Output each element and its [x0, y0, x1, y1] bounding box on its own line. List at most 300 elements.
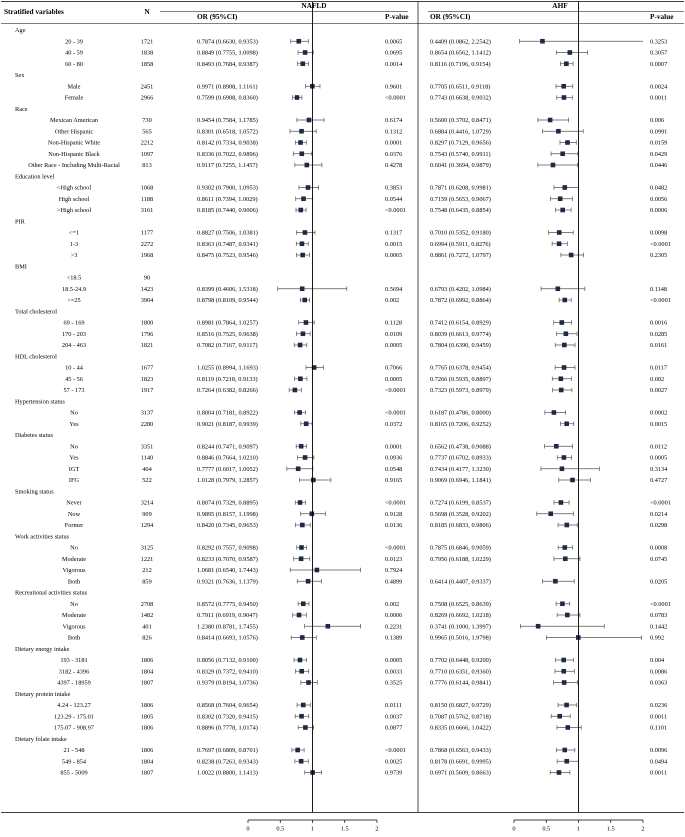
- n-value: 1188: [140, 195, 154, 203]
- ahf-or-point: [562, 680, 567, 685]
- ahf-or-text: 0.7434 (0.4177, 1.3230): [430, 465, 491, 473]
- subgroup-label: Vigorous: [62, 567, 86, 575]
- nafld-p-value: 0.1317: [385, 229, 403, 237]
- ahf-or-text: 0.6793 (0.4202, 1.0984): [430, 285, 491, 293]
- nafld-p-value: 0.0111: [385, 702, 402, 710]
- header-nafld-p: P-value: [385, 12, 409, 21]
- n-value: 909: [142, 510, 152, 518]
- n-value: 1294: [140, 522, 154, 530]
- nafld-or-point: [306, 579, 311, 584]
- ahf-or-point: [561, 669, 566, 674]
- group-label: Work activities status: [15, 533, 70, 541]
- group-label: Education level: [15, 173, 55, 181]
- ahf-or-point: [548, 511, 553, 516]
- ahf-or-point: [559, 388, 564, 393]
- ahf-or-point: [564, 759, 569, 764]
- nafld-p-value: <0.0001: [385, 499, 406, 507]
- n-value: 90: [143, 274, 151, 282]
- ahf-p-value: 0.0117: [650, 364, 668, 372]
- ahf-tick-label: 1: [576, 825, 581, 833]
- nafld-p-value: 0.3853: [385, 184, 403, 192]
- n-value: 3125: [140, 544, 154, 552]
- header-stratified-variables: Stratified variables: [4, 7, 64, 16]
- ahf-p-value: 0.0236: [650, 702, 668, 710]
- group-label: Sex: [15, 72, 25, 80]
- ahf-or-point: [551, 163, 556, 168]
- subgroup-label: >3: [70, 252, 78, 260]
- nafld-or-point: [298, 343, 303, 348]
- ahf-p-value: 0.0011: [650, 769, 668, 777]
- n-value: 1796: [140, 330, 154, 338]
- ahf-or-point: [552, 410, 557, 415]
- nafld-or-text: 0.8244 (0.7471, 0.9097): [197, 443, 258, 451]
- ahf-or-text: 0.6414 (0.4407, 0.9337): [430, 578, 491, 586]
- nafld-or-point: [298, 208, 303, 213]
- n-value: 826: [142, 634, 152, 642]
- subgroup-label: 60 - 80: [65, 60, 83, 68]
- subgroup-label: 4397 - 18959: [57, 679, 91, 687]
- ahf-or-point: [562, 455, 567, 460]
- ahf-or-text: 0.7956 (0.6188, 1.0229): [430, 555, 491, 563]
- ahf-p-value: 0.0161: [650, 342, 668, 350]
- ahf-p-value: 0.0006: [650, 207, 668, 215]
- ahf-or-point: [563, 556, 568, 561]
- ahf-or-point: [569, 253, 574, 258]
- nafld-or-point: [307, 118, 312, 123]
- nafld-or-point: [306, 185, 311, 190]
- header-ahf: AHF: [552, 1, 568, 10]
- n-value: 1068: [140, 184, 154, 192]
- ahf-or-point: [553, 579, 558, 584]
- subgroup-label: Non-Hispanic White: [47, 139, 101, 147]
- nafld-p-value: 0.0372: [385, 420, 403, 428]
- ahf-p-value: 0.0008: [650, 544, 668, 552]
- nafld-or-point: [300, 523, 305, 528]
- n-value: 1804: [140, 668, 154, 676]
- nafld-or-text: 0.9321 (0.7636, 1.1379): [197, 578, 258, 586]
- nafld-or-point: [299, 545, 304, 550]
- nafld-or-point: [315, 568, 320, 573]
- nafld-or-point: [301, 703, 306, 708]
- subgroup-label: 40 - 59: [65, 49, 83, 57]
- n-value: 813: [142, 162, 152, 170]
- nafld-or-text: 0.9454 (0.7584, 1.1785): [197, 117, 258, 125]
- n-value: 1140: [140, 454, 154, 462]
- nafld-p-value: 0.0936: [385, 454, 403, 462]
- ahf-or-point: [556, 129, 561, 134]
- ahf-tick-label: 0.5: [542, 825, 551, 833]
- ahf-p-value: 0.0056: [650, 195, 668, 203]
- nafld-or-point: [304, 320, 309, 325]
- n-value: 3351: [140, 443, 154, 451]
- ahf-p-value: <0.0001: [650, 499, 671, 507]
- subgroup-label: 69 - 169: [63, 319, 85, 327]
- ahf-or-text: 0.8297 (0.7129, 0.9656): [430, 139, 491, 147]
- nafld-or-point: [296, 466, 301, 471]
- nafld-or-point: [305, 163, 310, 168]
- nafld-p-value: 0.1312: [385, 128, 403, 136]
- nafld-or-point: [303, 455, 308, 460]
- ahf-p-value: 0.0112: [650, 443, 668, 451]
- nafld-or-text: 0.7082 (0.7167, 0.9117): [197, 342, 258, 350]
- ahf-p-value: 0.0011: [650, 713, 668, 721]
- ahf-or-point: [557, 770, 562, 775]
- group-label: Dietary folate intake: [15, 735, 67, 743]
- nafld-tick-label: 1.5: [340, 825, 349, 833]
- n-value: 1805: [140, 713, 154, 721]
- nafld-p-value: 0.0548: [385, 465, 403, 473]
- nafld-p-value: 0.0065: [385, 38, 403, 46]
- nafld-or-text: 0.8292 (0.7557, 0.9098): [197, 544, 258, 552]
- nafld-or-point: [303, 230, 308, 235]
- nafld-or-point: [300, 61, 305, 66]
- nafld-or-point: [297, 613, 302, 618]
- n-value: 1482: [140, 612, 154, 620]
- ahf-p-value: 0.0285: [650, 330, 668, 338]
- ahf-p-value: 0.0098: [650, 229, 668, 237]
- group-label: Race: [15, 105, 28, 113]
- nafld-p-value: 0.4899: [385, 578, 403, 586]
- subgroup-label: 1-3: [69, 240, 79, 248]
- nafld-or-text: 0.9379 (0.8194, 1.0736): [197, 679, 258, 687]
- subgroup-label: <=1: [68, 229, 80, 237]
- nafld-or-point: [326, 624, 331, 629]
- nafld-or-text: 0.8074 (0.7329, 0.8895): [197, 499, 258, 507]
- ahf-or-text: 0.8116 (0.7196, 0.9154): [430, 60, 491, 68]
- n-value: 859: [142, 578, 152, 586]
- nafld-or-text: 1.0128 (0.7979, 1.2857): [197, 477, 258, 485]
- ahf-or-point: [558, 196, 563, 201]
- subgroup-label: 45 - 56: [65, 375, 83, 383]
- ahf-or-point: [565, 725, 570, 730]
- ahf-or-text: 0.7412 (0.6154, 0.8929): [430, 319, 491, 327]
- ahf-or-text: 0.8178 (0.6691, 0.9995): [430, 758, 491, 766]
- ahf-or-text: 0.7323 (0.5973, 0.8979): [430, 387, 491, 395]
- nafld-or-text: 0.8611 (0.7394, 1.0029): [197, 195, 258, 203]
- nafld-p-value: 0.0695: [385, 49, 403, 57]
- subgroup-label: 549 - 854: [61, 758, 87, 766]
- group-label: BMI: [15, 263, 27, 271]
- nafld-or-point: [300, 253, 305, 258]
- ahf-or-point: [562, 95, 567, 100]
- n-value: 2966: [140, 94, 154, 102]
- group-label: Hypertension status: [15, 398, 65, 406]
- ahf-or-point: [562, 545, 567, 550]
- ahf-or-point: [570, 478, 575, 483]
- ahf-or-text: 0.8165 (0.7206, 0.9252): [430, 420, 491, 428]
- nafld-p-value: 0.7924: [385, 567, 403, 575]
- n-value: 522: [142, 477, 152, 485]
- ahf-or-point: [564, 523, 569, 528]
- nafld-p-value: 0.4278: [385, 162, 403, 170]
- ahf-or-text: 0.7875 (0.6846, 0.9059): [430, 544, 491, 552]
- ahf-or-point: [565, 613, 570, 618]
- ahf-p-value: 0.004: [650, 657, 665, 665]
- subgroup-label: Now: [67, 510, 81, 518]
- n-value: 2708: [140, 600, 154, 608]
- nafld-or-text: 0.8798 (0.8109, 0.9544): [197, 297, 258, 305]
- n-value: 1838: [140, 49, 154, 57]
- nafld-p-value: 0.9128: [385, 510, 403, 518]
- ahf-or-text: 0.9069 (0.6946, 1.1841): [430, 477, 491, 485]
- ahf-p-value: 0.1148: [650, 285, 668, 293]
- nafld-p-value: <0.0001: [385, 387, 406, 395]
- ahf-or-text: 0.7868 (0.6563, 0.9433): [430, 747, 491, 755]
- ahf-or-point: [562, 298, 567, 303]
- nafld-p-value: 0.0376: [385, 150, 403, 158]
- subgroup-label: No: [70, 544, 78, 552]
- subgroup-label: No: [70, 443, 78, 451]
- nafld-p-value: <0.0001: [385, 409, 406, 417]
- subgroup-label: 123.29 - 175.01: [54, 713, 94, 721]
- ahf-or-point: [557, 241, 562, 246]
- nafld-p-value: 0.002: [385, 297, 400, 305]
- ahf-or-point: [560, 466, 565, 471]
- group-label: Dietary energy intake: [15, 645, 70, 653]
- group-label: Recreational activities status: [15, 589, 88, 597]
- ahf-p-value: 0.002: [650, 375, 665, 383]
- subgroup-label: 3182 - 4396: [58, 668, 90, 676]
- subgroup-label: Moderate: [61, 555, 87, 563]
- ahf-or-text: 0.8150 (0.6827, 0.9729): [430, 702, 491, 710]
- ahf-or-point: [559, 376, 564, 381]
- ahf-or-point: [559, 500, 564, 505]
- subgroup-label: Both: [67, 634, 81, 642]
- ahf-or-text: 0.7159 (0.5653, 0.9067): [430, 195, 491, 203]
- nafld-or-text: 0.8516 (0.7525, 0.9638): [197, 330, 258, 338]
- nafld-tick-label: 1: [310, 825, 315, 833]
- nafld-or-text: 0.8399 (0.4606, 1.5318): [197, 285, 258, 293]
- ahf-p-value: 0.3253: [650, 38, 668, 46]
- ahf-or-text: 0.8185 (0.6833, 0.9806): [430, 522, 491, 530]
- nafld-or-text: 0.8568 (0.7604, 0.9654): [197, 702, 258, 710]
- nafld-or-point: [298, 658, 303, 663]
- nafld-or-text: 0.9971 (0.8908, 1.1161): [197, 83, 258, 91]
- subgroup-label: 10 - 44: [65, 364, 83, 372]
- group-label: Total cholesterol: [15, 308, 58, 316]
- ahf-or-text: 0.7776 (0.6144, 0.9841): [430, 679, 491, 687]
- nafld-or-text: 0.8414 (0.6693, 1.0576): [197, 634, 258, 642]
- ahf-tick-label: 1.5: [606, 825, 615, 833]
- ahf-p-value: 0.0015: [650, 420, 668, 428]
- nafld-p-value: 0.9601: [385, 83, 403, 91]
- nafld-or-text: 0.7697 (0.6809, 0.8701): [197, 747, 258, 755]
- ahf-or-point: [556, 286, 561, 291]
- nafld-or-point: [298, 500, 303, 505]
- subgroup-label: IGT: [68, 465, 80, 473]
- nafld-p-value: 0.0005: [385, 375, 403, 383]
- nafld-p-value: 0.0006: [385, 612, 403, 620]
- ahf-or-point: [565, 140, 570, 145]
- nafld-or-text: 0.9895 (0.8157, 1.1998): [197, 510, 258, 518]
- nafld-p-value: 0.1389: [385, 634, 403, 642]
- nafld-tick-label: 0: [246, 825, 250, 833]
- nafld-or-text: 1.0255 (0.8994, 1.1693): [197, 364, 258, 372]
- ahf-p-value: 0.3134: [650, 465, 668, 473]
- nafld-or-point: [298, 376, 303, 381]
- ahf-or-text: 0.7266 (0.5935, 0.8897): [430, 375, 491, 383]
- nafld-or-text: 0.7264 (0.6382, 0.8266): [197, 387, 258, 395]
- nafld-p-value: <0.0001: [385, 747, 406, 755]
- subgroup-label: Male: [67, 83, 81, 91]
- subgroup-label: 170 - 203: [61, 330, 87, 338]
- n-value: 1800: [140, 319, 154, 327]
- header-ahf-or: OR (95%CI): [430, 12, 471, 21]
- n-value: 1807: [140, 679, 154, 687]
- subgroup-label: Moderate: [61, 612, 87, 620]
- nafld-p-value: 0.002: [385, 600, 400, 608]
- n-value: 1806: [140, 702, 154, 710]
- nafld-or-text: 1.0681 (0.6540, 1.7443): [197, 567, 258, 575]
- ahf-or-text: 0.7508 (0.6525, 0.8639): [430, 600, 491, 608]
- n-value: 2280: [140, 420, 154, 428]
- ahf-or-point: [564, 331, 569, 336]
- subgroup-label: 204 - 463: [61, 342, 87, 350]
- nafld-or-point: [311, 478, 316, 483]
- group-label: Dietary protein intake: [15, 690, 71, 698]
- nafld-p-value: 0.0033: [385, 668, 403, 676]
- ahf-or-text: 0.7705 (0.6511, 0.9118): [430, 83, 491, 91]
- subgroup-label: 20 - 39: [65, 38, 83, 46]
- ahf-p-value: 0.0005: [650, 454, 668, 462]
- nafld-or-point: [293, 388, 298, 393]
- nafld-p-value: <0.0001: [385, 544, 406, 552]
- n-value: 1806: [140, 657, 154, 665]
- n-value: 1677: [140, 364, 154, 372]
- nafld-or-text: 0.8302 (0.7320, 0.9415): [197, 713, 258, 721]
- subgroup-label: 57 - 173: [63, 387, 85, 395]
- nafld-p-value: 0.0001: [385, 443, 403, 451]
- ahf-or-text: 0.7804 (0.6390, 0.9459): [430, 342, 491, 350]
- header-nafld-or: OR (95%CI): [197, 12, 238, 21]
- ahf-or-text: 0.9965 (0.5016, 1.9798): [430, 634, 491, 642]
- ahf-or-point: [536, 624, 541, 629]
- nafld-or-point: [304, 421, 309, 426]
- n-value: 1423: [140, 285, 154, 293]
- ahf-or-text: 0.7543 (0.5740, 0.9911): [430, 150, 491, 158]
- subgroup-label: Non-Hispanic Black: [48, 150, 100, 158]
- ahf-or-text: 0.7765 (0.6378, 0.9454): [430, 364, 491, 372]
- ahf-or-point: [560, 601, 565, 606]
- ahf-p-value: 0.0205: [650, 578, 668, 586]
- ahf-or-text: 0.7087 (0.5762, 0.8718): [430, 713, 491, 721]
- nafld-or-text: 0.7599 (0.6908, 0.8360): [197, 94, 258, 102]
- n-value: 1221: [140, 555, 154, 563]
- ahf-or-point: [564, 703, 569, 708]
- ahf-p-value: 0.0096: [650, 747, 668, 755]
- ahf-or-text: 0.7010 (0.5352, 0.9180): [430, 229, 491, 237]
- n-value: 3214: [140, 499, 154, 507]
- ahf-or-text: 0.8654 (0.6562, 1.1412): [430, 49, 491, 57]
- subgroup-label: Other Race - Including Multi-Racial: [28, 162, 120, 170]
- nafld-tick-label: 0.5: [276, 825, 285, 833]
- nafld-or-text: 1.2380 (0.8781, 1.7455): [197, 623, 258, 631]
- ahf-or-text: 0.5698 (0.3528, 0.9202): [430, 510, 491, 518]
- n-value: 1097: [140, 150, 154, 158]
- ahf-or-text: 0.6562 (0.4738, 0.9088): [430, 443, 491, 451]
- ahf-or-point: [554, 444, 559, 449]
- nafld-p-value: 0.1128: [385, 319, 403, 327]
- subgroup-label: Other Hispanic: [54, 128, 94, 136]
- ahf-p-value: 0.0783: [650, 612, 668, 620]
- nafld-p-value: 0.5694: [385, 285, 403, 293]
- subgroup-label: >=25: [67, 297, 81, 305]
- ahf-p-value: 0.0991: [650, 128, 668, 136]
- n-value: 1968: [140, 252, 154, 260]
- nafld-or-text: 0.8572 (0.7775, 0.9450): [197, 600, 258, 608]
- nafld-or-text: 0.8301 (0.6518, 1.0572): [197, 128, 258, 136]
- nafld-p-value: 0.9165: [385, 477, 403, 485]
- nafld-or-point: [299, 714, 304, 719]
- ahf-or-point: [561, 658, 566, 663]
- ahf-or-text: 0.7872 (0.6992, 0.8864): [430, 297, 491, 305]
- nafld-p-value: 0.0001: [385, 139, 403, 147]
- ahf-or-text: 0.6971 (0.5609, 0.8663): [430, 769, 491, 777]
- nafld-p-value: <0.0001: [385, 94, 406, 102]
- nafld-or-point: [297, 410, 302, 415]
- nafld-or-point: [299, 556, 304, 561]
- ahf-or-point: [560, 208, 565, 213]
- n-value: 2272: [140, 240, 154, 248]
- nafld-or-point: [306, 680, 311, 685]
- nafld-p-value: 0.0544: [385, 195, 403, 203]
- subgroup-label: IFG: [68, 477, 80, 485]
- nafld-or-point: [300, 635, 305, 640]
- ahf-p-value: 0.006: [650, 117, 665, 125]
- ahf-or-text: 0.7743 (0.6638, 0.9032): [430, 94, 491, 102]
- ahf-p-value: 0.0011: [650, 94, 668, 102]
- header-ahf-p: P-value: [650, 12, 674, 21]
- nafld-or-text: 0.8142 (0.7334, 0.9038): [197, 139, 258, 147]
- subgroup-label: No: [70, 600, 78, 608]
- subgroup-label: Female: [64, 94, 84, 102]
- ahf-or-point: [562, 365, 567, 370]
- nafld-p-value: 0.0136: [385, 522, 403, 530]
- subgroup-label: 193 - 3181: [60, 657, 88, 665]
- nafld-or-text: 0.8363 (0.7487, 0.9341): [197, 240, 258, 248]
- subgroup-label: 855 - 5009: [60, 769, 88, 777]
- subgroup-label: >High school: [56, 207, 92, 215]
- n-value: 1806: [140, 724, 154, 732]
- n-value: 3137: [140, 409, 154, 417]
- ahf-or-text: 0.7871 (0.6208, 0.9981): [430, 184, 491, 192]
- subgroup-label: Former: [64, 522, 84, 530]
- ahf-p-value: <0.0001: [650, 600, 671, 608]
- nafld-or-text: 0.9117 (0.7255, 1.1457): [197, 162, 258, 170]
- nafld-or-point: [295, 95, 300, 100]
- nafld-p-value: 0.0015: [385, 240, 403, 248]
- nafld-p-value: 0.0123: [385, 555, 403, 563]
- nafld-or-point: [299, 129, 304, 134]
- header-nafld: NAFLD: [301, 1, 327, 10]
- subgroup-label: 4.24 - 123.27: [57, 702, 91, 710]
- subgroup-label: Yes: [69, 454, 79, 462]
- ahf-or-point: [564, 421, 569, 426]
- ahf-or-text: 0.7710 (0.6351, 0.9360): [430, 668, 491, 676]
- ahf-p-value: 0.0016: [650, 319, 668, 327]
- ahf-p-value: 0.0002: [650, 409, 668, 417]
- nafld-p-value: 0.0005: [385, 657, 403, 665]
- n-value: 401: [142, 623, 152, 631]
- nafld-or-text: 0.8493 (0.7684, 0.9387): [197, 60, 258, 68]
- ahf-p-value: <0.0001: [650, 297, 671, 305]
- ahf-p-value: 0.992: [650, 634, 665, 642]
- table-rows: [15, 27, 671, 777]
- nafld-p-value: 0.0014: [385, 60, 403, 68]
- nafld-or-text: 0.8846 (0.7664, 1.0210): [197, 454, 258, 462]
- nafld-p-value: <0.0001: [385, 207, 406, 215]
- group-label: Smoking status: [15, 488, 54, 496]
